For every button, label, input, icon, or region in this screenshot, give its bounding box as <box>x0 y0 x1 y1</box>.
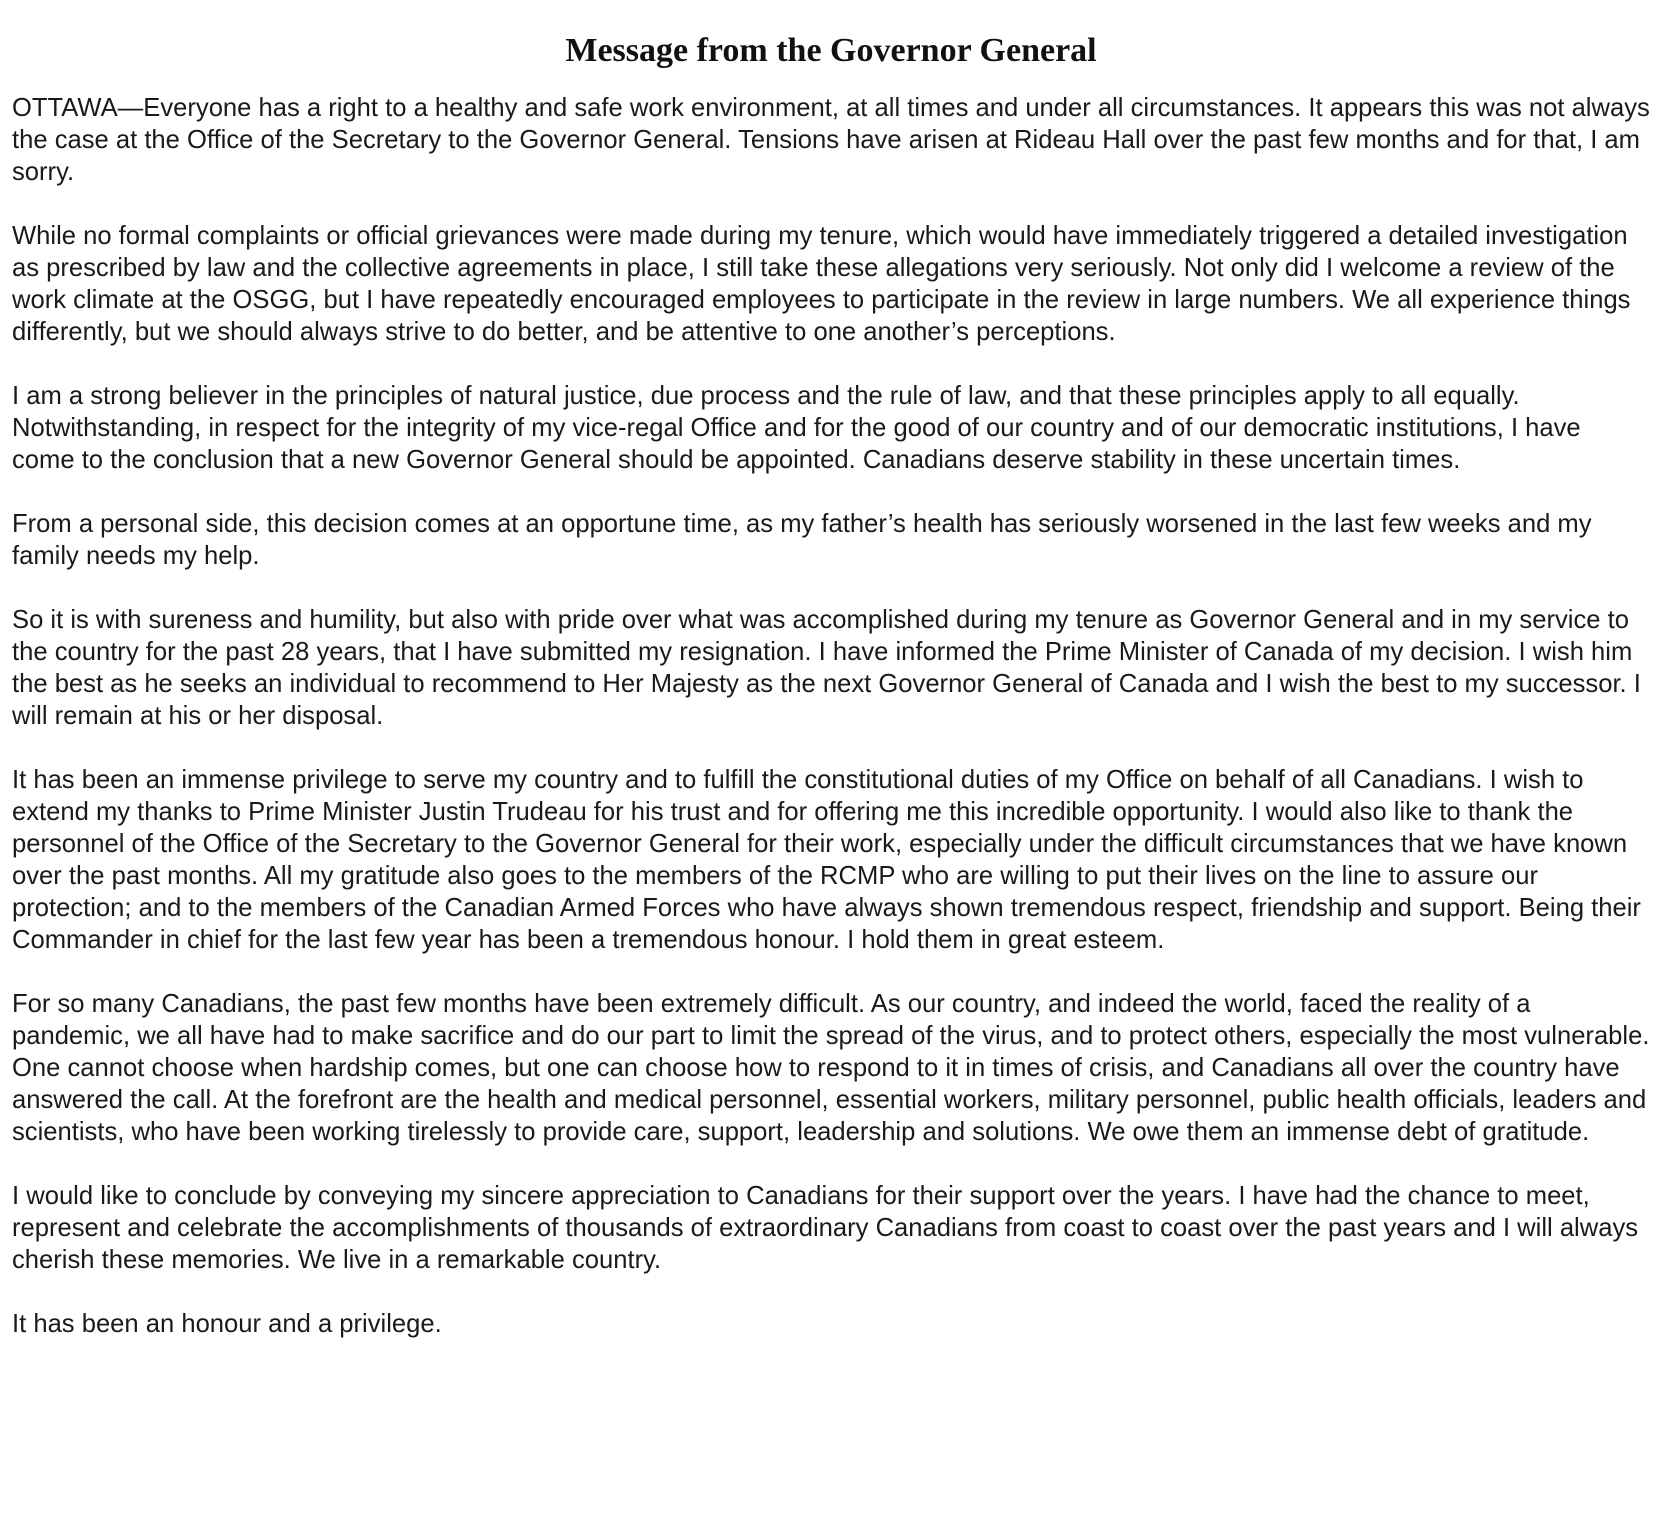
paragraph-principles: I am a strong believer in the principles of natural justice, due process and the rule of law, and that these principles apply to all equally. Notwithstanding, in respect for the integrity of my vice-regal Office and for the good of our country and of our democratic institutions, I have come to the conclusion that a new Governor General should be appointed. Canadians deserve stability in these uncertain times. <box>12 382 1581 474</box>
document-title: Message from the Governor General <box>565 32 1097 69</box>
paragraph-pandemic: For so many Canadians, the past few months have been extremely difficult. As our country, and indeed the world, faced the reality of a pandemic, we all have had to make sacrifice and do our part to limit the spread of the virus, and to protect others, especially the most vulnerable. One cannot choose when hardship comes, but one can choose how to respond to it in times of crisis, and Canadians all over the country have answered the call. At the forefront are the health and medical personnel, essential workers, military personnel, public health officials, leaders and scientists, who have been working tirelessly to provide care, support, leadership and solutions. We owe them an immense debt of gratitude. <box>12 990 1650 1146</box>
paragraph-resignation: So it is with sureness and humility, but also with pride over what was accomplished during my tenure as Governor General and in my service to the country for the past 28 years, that I have submitted my resignation. I have informed the Prime Minister of Canada of my decision. I wish him the best as he seeks an individual to recommend to Her Majesty as the next Governor General of Canada and I wish the best to my successor. I will remain at his or her disposal. <box>12 606 1641 730</box>
paragraph-closing: It has been an honour and a privilege. <box>12 1310 442 1338</box>
paragraph-personal: From a personal side, this decision comes at an opportune time, as my father’s health has seriously worsened in the last few weeks and my family needs my help. <box>12 510 1592 570</box>
paragraph-conclusion: I would like to conclude by conveying my sincere appreciation to Canadians for their support over the years. I have had the chance to meet, represent and celebrate the accomplishments of thousands of extraordinary Canadians from coast to coast over the past years and I will always cherish these memories. We live in a remarkable country. <box>12 1182 1639 1274</box>
paragraph-ottawa: OTTAWA—Everyone has a right to a healthy and safe work environment, at all times and under all circumstances. It appears this was not always the case at the Office of the Secretary to the Governor General. Tensions have arisen at Rideau Hall over the past few months and for that, I am sorry. <box>12 94 1650 186</box>
paragraph-complaints: While no formal complaints or official grievances were made during my tenure, which would have immediately triggered a detailed investigation as prescribed by law and the collective agreements in place, I still take these allegations very seriously. Not only did I welcome a review of the work climate at the OSGG, but I have repeatedly encouraged employees to participate in the review in large numbers. We all experience things differently, but we should always strive to do better, and be attentive to one another’s perceptions. <box>12 222 1631 346</box>
paragraph-privilege: It has been an immense privilege to serve my country and to fulfill the constitutional duties of my Office on behalf of all Canadians. I wish to extend my thanks to Prime Minister Justin Trudeau for his trust and for offering me this incredible opportunity. I would also like to thank the personnel of the Office of the Secretary to the Governor General for their work, especially under the difficult circumstances that we have known over the past months. All my gratitude also goes to the members of the RCMP who are willing to put their lives on the line to assure our protection; and to the members of the Canadian Armed Forces who have always shown tremendous respect, friendship and support. Being their Commander in chief for the last few year has been a tremendous honour. I hold them in great esteem. <box>12 766 1641 954</box>
